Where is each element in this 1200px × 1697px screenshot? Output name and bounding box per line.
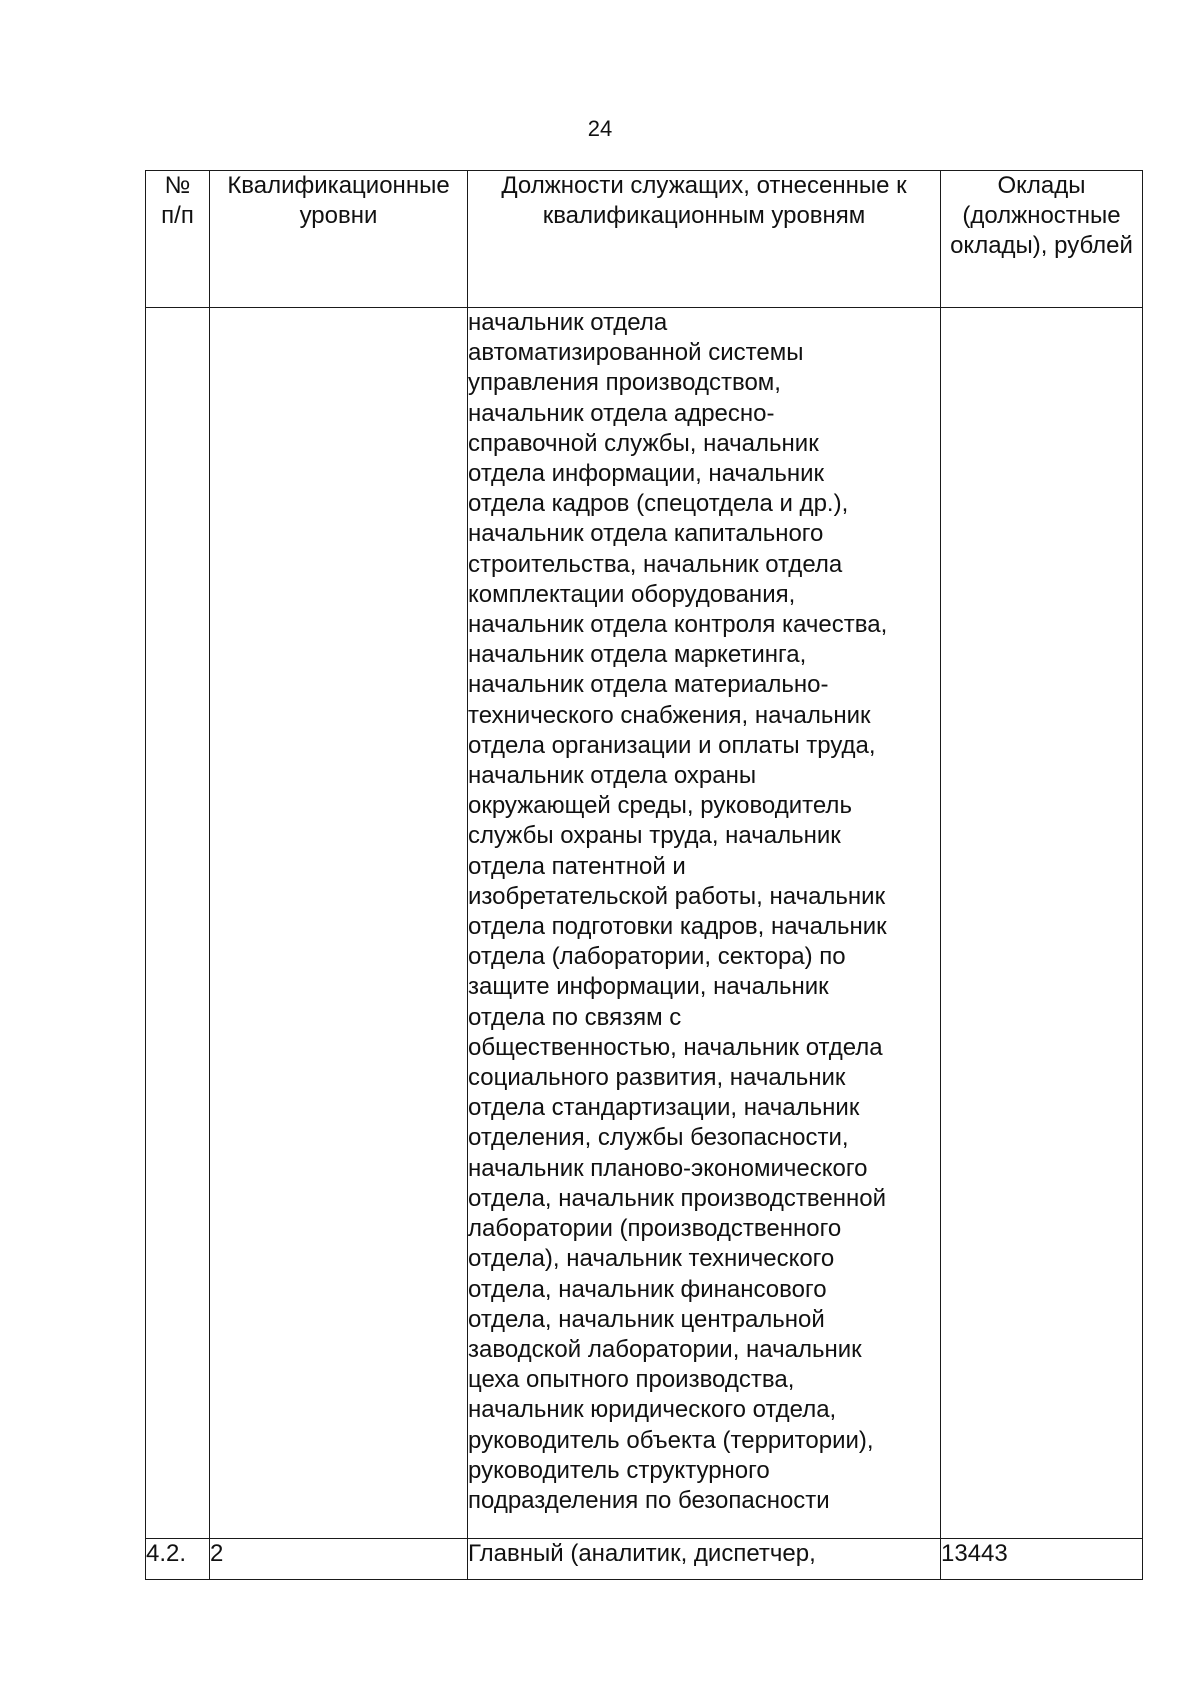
cell-number: 4.2. <box>146 1539 210 1580</box>
cell-salary: 13443 <box>941 1539 1143 1580</box>
header-salary: Оклады (должностные оклады), рублей <box>941 171 1143 308</box>
table-row <box>146 1539 1143 1580</box>
cell-positions: начальник отдела автоматизированной системы управления производством, начальник отдела адресно- справочной службы, начальник отдела информации, начальник отдела кадров (спецотдела и др.), начальник отдела капитального строительства, начальник отдела комплектации оборудования, начальник отдела контроля качества, начальник отдела маркетинга, начальник отдела материально- технического снабжения, начальник отдела организации и оплаты труда, начальник отдела охраны окружающей среды, руководитель службы охраны труда, начальник отдела патентной и изобретательской работы, начальник отдела подготовки кадров, начальник отдела (лаборатории, сектора) по защите информации, начальник отдела по связям с общественностью, начальник отдела социального развития, начальник отдела стандартизации, начальник отделения, службы безопасности, начальник планово-экономического отдела, начальник производственной лаборатории (производственного отдела), начальник технического отдела, начальник финансового отдела, начальник центральной заводской лаборатории, начальник цеха опытного производства, начальник юридического отдела, руководитель объекта (территории), руководитель структурного подразделения по безопасности <box>468 308 941 1539</box>
header-qualification-level: Квалификационные уровни <box>210 171 468 308</box>
salary-table <box>145 170 1143 1580</box>
page-number: 24 <box>587 116 613 141</box>
cell-number <box>146 308 210 1539</box>
cell-salary <box>941 308 1143 1539</box>
header-number: № п/п <box>146 171 210 308</box>
cell-level: 2 <box>210 1539 468 1580</box>
cell-level <box>210 308 468 1539</box>
cell-positions: Главный (аналитик, диспетчер, <box>468 1539 941 1580</box>
table-header-row <box>146 171 1143 308</box>
table-row <box>146 308 1143 1539</box>
header-positions: Должности служащих, отнесенные к квалификационным уровням <box>468 171 941 308</box>
